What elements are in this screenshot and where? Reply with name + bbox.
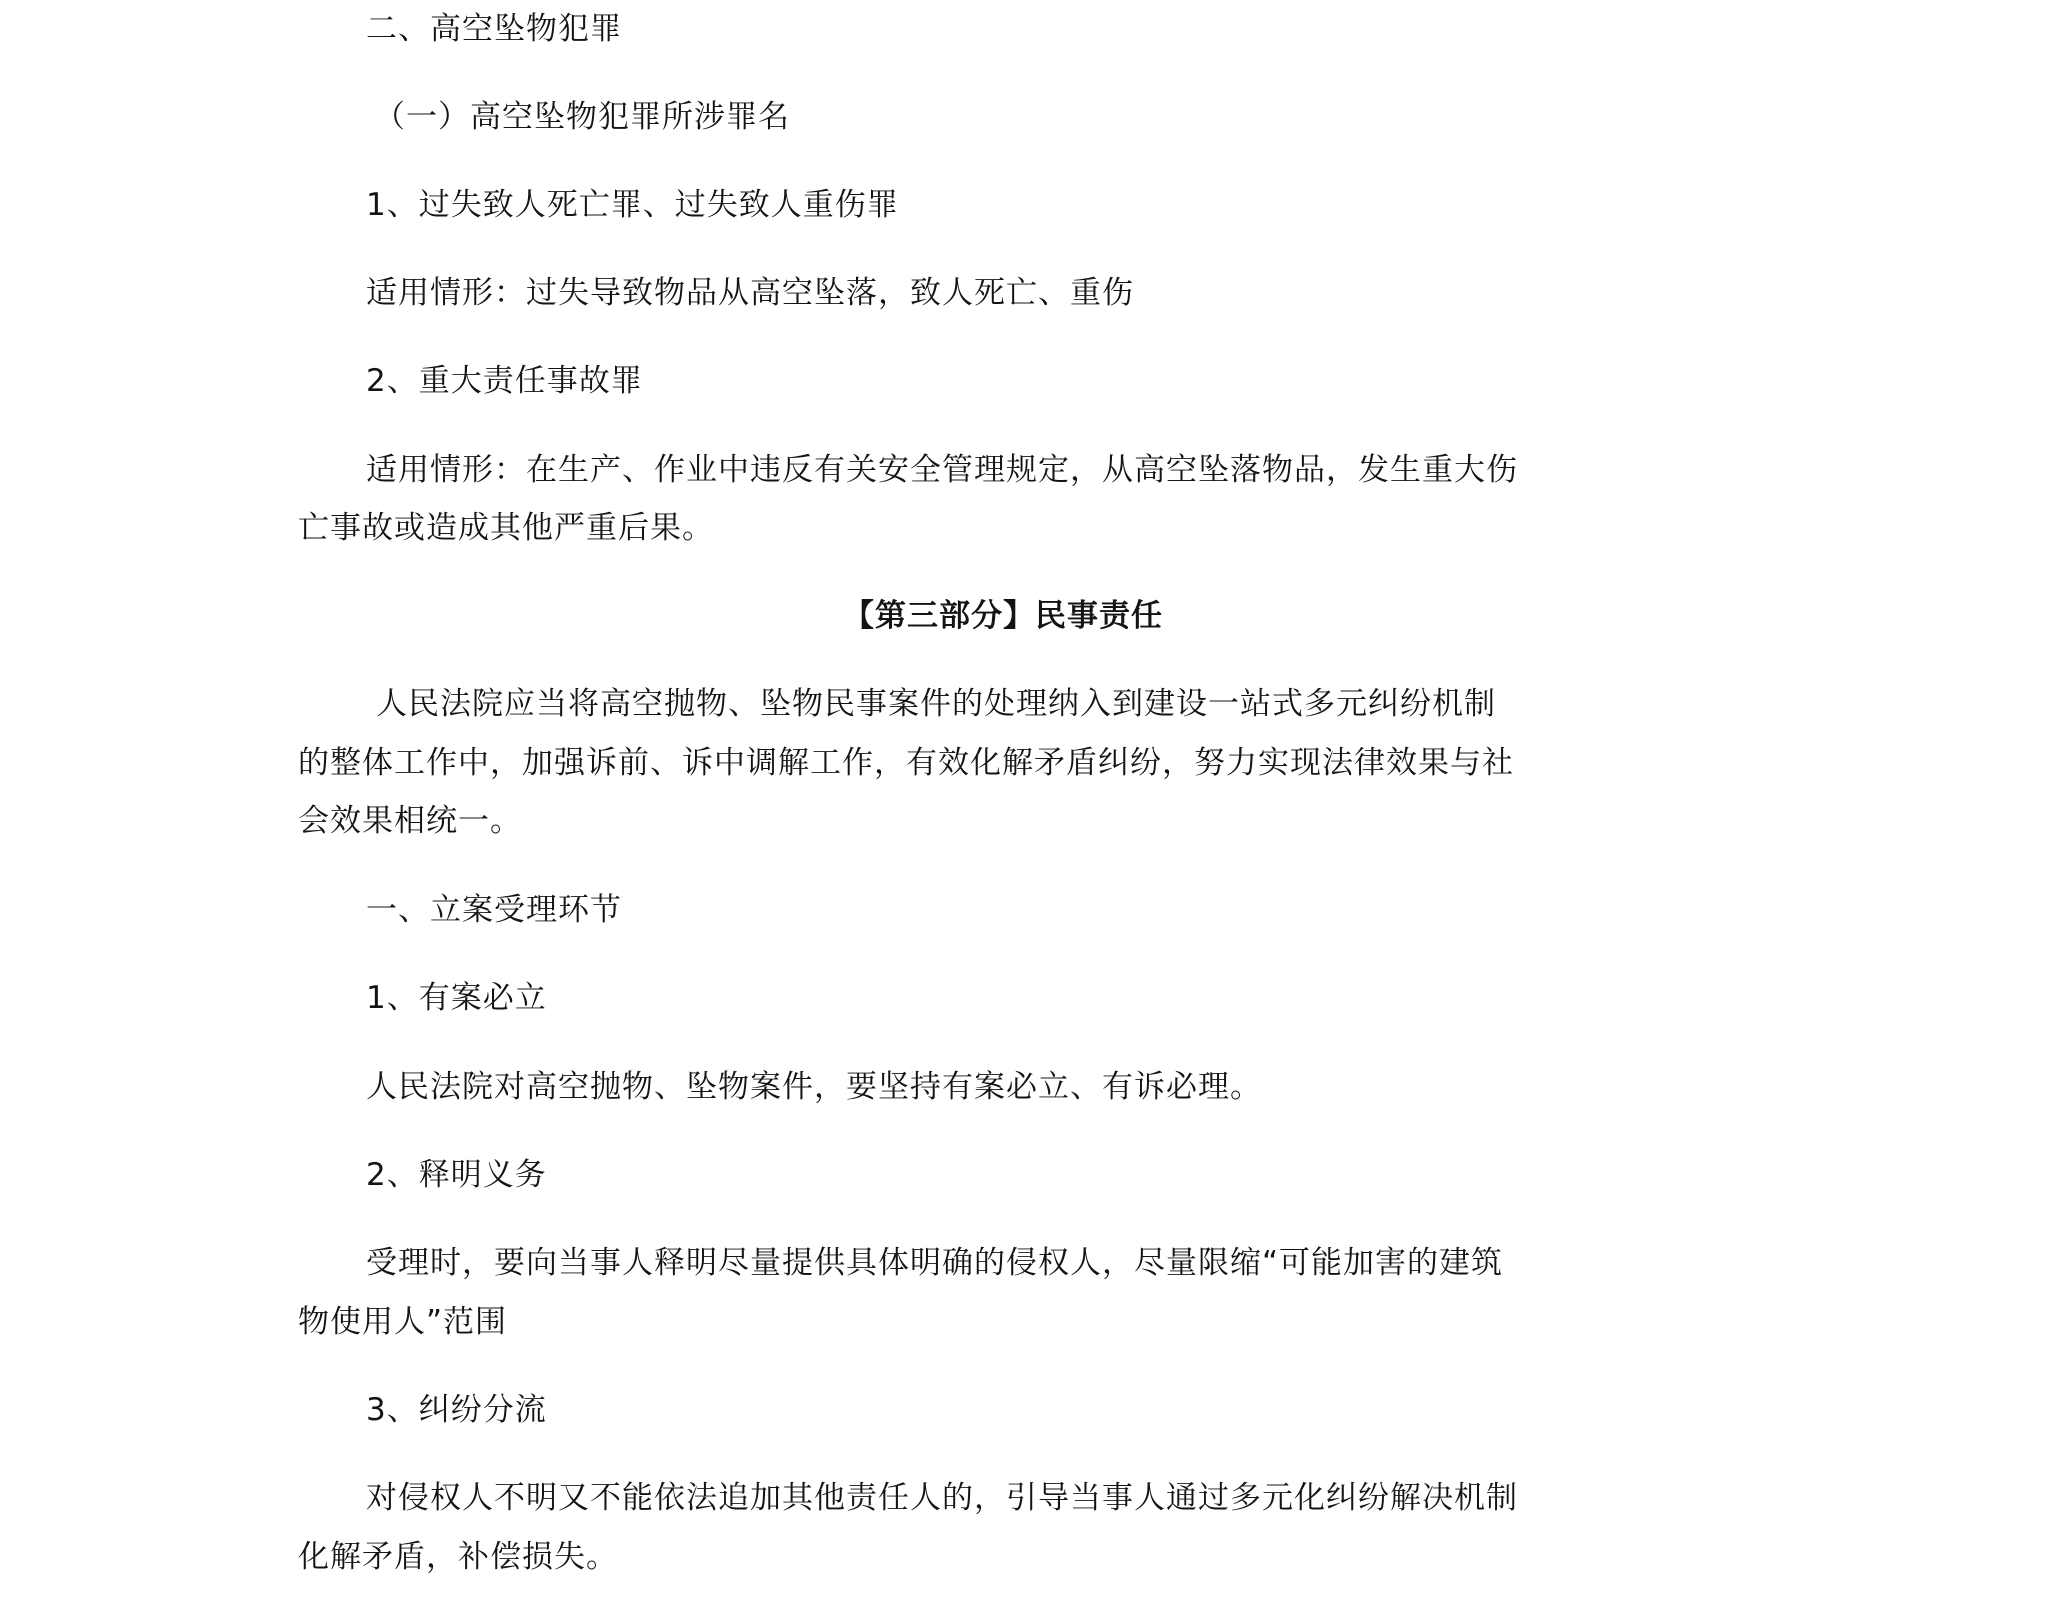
- section-heading-filing: 一、立案受理环节: [366, 892, 622, 928]
- item-text-explain-line-1: 受理时，要向当事人释明尽量提供具体明确的侵权人，尽量限缩“可能加害的建筑: [366, 1245, 1504, 1281]
- item-text-explain-line-2: 物使用人”范围: [298, 1304, 508, 1340]
- item-text-accident-line-2: 亡事故或造成其他严重后果。: [298, 510, 714, 546]
- paragraph-intro-line-3: 会效果相统一。: [298, 803, 522, 839]
- item-text-accident-line-1: 适用情形：在生产、作业中违反有关安全管理规定，从高空坠落物品，发生重大伤: [366, 452, 1518, 488]
- part-heading-civil: 【第三部分】民事责任: [843, 598, 1163, 634]
- item-heading-negligence: 1、过失致人死亡罪、过失致人重伤罪: [366, 187, 899, 223]
- item-heading-diversion: 3、纠纷分流: [366, 1392, 547, 1428]
- item-heading-accident: 2、重大责任事故罪: [366, 363, 643, 399]
- item-text-filing: 人民法院对高空抛物、坠物案件，要坚持有案必立、有诉必理。: [366, 1069, 1262, 1105]
- item-heading-explain: 2、释明义务: [366, 1157, 547, 1193]
- item-text-diversion-line-2: 化解矛盾，补偿损失。: [298, 1539, 618, 1575]
- section-heading-criminal: 二、高空坠物犯罪: [366, 11, 622, 47]
- item-text-diversion-line-1: 对侵权人不明又不能依法追加其他责任人的，引导当事人通过多元化纠纷解决机制: [366, 1480, 1518, 1516]
- paragraph-intro-line-2: 的整体工作中，加强诉前、诉中调解工作，有效化解矛盾纠纷，努力实现法律效果与社: [298, 745, 1514, 781]
- subsection-heading-charges: （一）高空坠物犯罪所涉罪名: [374, 99, 790, 135]
- item-text-negligence: 适用情形：过失导致物品从高空坠落，致人死亡、重伤: [366, 275, 1134, 311]
- item-heading-filing: 1、有案必立: [366, 980, 547, 1016]
- paragraph-intro-line-1: 人民法院应当将高空抛物、坠物民事案件的处理纳入到建设一站式多元纠纷机制: [376, 686, 1496, 722]
